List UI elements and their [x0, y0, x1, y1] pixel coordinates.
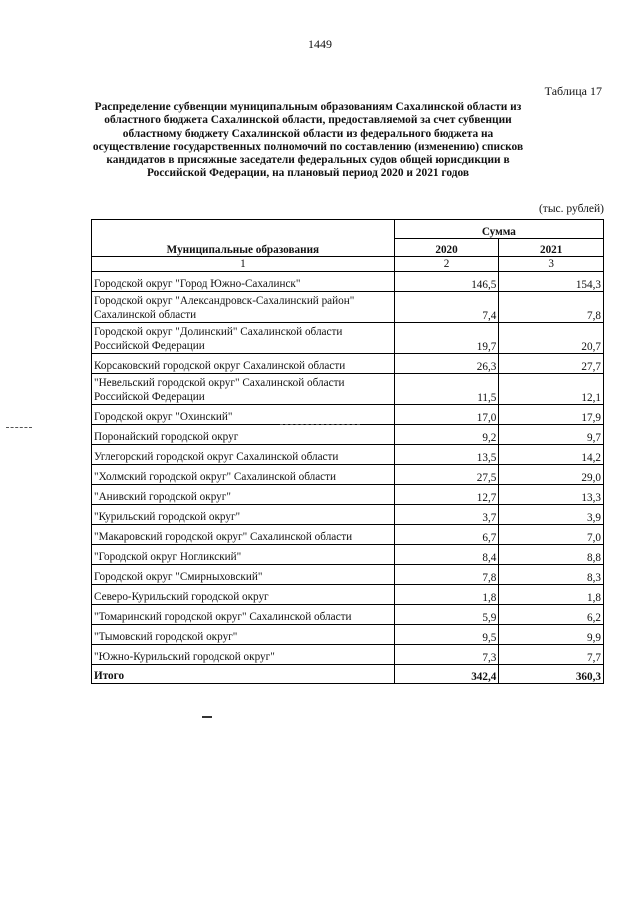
unit-note: (тыс. рублей) — [538, 203, 604, 215]
table-row — [92, 485, 604, 505]
column-number-1: 1 — [92, 257, 395, 272]
table-row — [92, 425, 604, 445]
value-2020: 11,5 — [394, 374, 499, 405]
total-label: Итого — [92, 665, 395, 684]
table-row — [92, 374, 604, 405]
value-2020: 7,4 — [394, 292, 499, 323]
value-2021: 8,3 — [499, 565, 604, 585]
municipality-name: Городской округ "Долинский" Сахалинской области Российской Федерации — [92, 323, 395, 354]
value-2021: 9,9 — [499, 625, 604, 645]
municipality-name: "Курильский городской округ" — [92, 505, 395, 525]
municipality-name: "Томаринский городской округ" Сахалинской области — [92, 605, 395, 625]
total-2020: 342,4 — [394, 665, 499, 684]
total-row — [92, 665, 604, 684]
table-row — [92, 545, 604, 565]
municipality-name: "Тымовский городской округ" — [92, 625, 395, 645]
value-2021: 29,0 — [499, 465, 604, 485]
header-municipality: Муниципальные образования — [92, 220, 395, 257]
value-2021: 7,7 — [499, 645, 604, 665]
value-2020: 17,0 — [394, 405, 499, 425]
table-row — [92, 323, 604, 354]
table-row — [92, 465, 604, 485]
value-2020: 12,7 — [394, 485, 499, 505]
table-row — [92, 585, 604, 605]
header-year-2020: 2020 — [394, 239, 499, 257]
municipality-name: "Анивский городской округ" — [92, 485, 395, 505]
table-row — [92, 405, 604, 425]
value-2021: 8,8 — [499, 545, 604, 565]
column-number-3: 3 — [499, 257, 604, 272]
document-title: Распределение субвенции муниципальным образованиям Сахалинской области из областного бюджета Сахалинской области, предоставляемой за счет субвенции областному бюджету Сахалинской области из федерального бюджета на осуществление государственных полномочий по составлению (изменению) списков кандидатов в присяжные заседатели федеральных судов общей юрисдикции в Российской Федерации, на плановый период 2020 и 2021 годов — [92, 101, 524, 180]
value-2020: 3,7 — [394, 505, 499, 525]
value-2020: 9,2 — [394, 425, 499, 445]
value-2021: 3,9 — [499, 505, 604, 525]
value-2020: 6,7 — [394, 525, 499, 545]
value-2020: 1,8 — [394, 585, 499, 605]
value-2020: 19,7 — [394, 323, 499, 354]
total-2021: 360,3 — [499, 665, 604, 684]
municipality-name: Поронайский городской округ — [92, 425, 395, 445]
value-2021: 6,2 — [499, 605, 604, 625]
value-2021: 7,0 — [499, 525, 604, 545]
municipality-name: "Макаровский городской округ" Сахалинской области — [92, 525, 395, 545]
municipality-name: Корсаковский городской округ Сахалинской области — [92, 354, 395, 374]
table-row — [92, 292, 604, 323]
subvention-table — [91, 219, 604, 684]
value-2021: 1,8 — [499, 585, 604, 605]
municipality-name: "Городской округ Ногликский" — [92, 545, 395, 565]
header-year-2021: 2021 — [499, 239, 604, 257]
municipality-name: Углегорский городской округ Сахалинской области — [92, 445, 395, 465]
municipality-name: "Холмский городской округ" Сахалинской области — [92, 465, 395, 485]
municipality-name: "Южно-Курильский городской округ" — [92, 645, 395, 665]
scan-speck — [202, 716, 212, 718]
table-row — [92, 354, 604, 374]
table-row — [92, 525, 604, 545]
value-2020: 146,5 — [394, 272, 499, 292]
table-row — [92, 445, 604, 465]
header-sum: Сумма — [394, 220, 603, 239]
value-2021: 20,7 — [499, 323, 604, 354]
table-row — [92, 505, 604, 525]
value-2021: 14,2 — [499, 445, 604, 465]
value-2021: 12,1 — [499, 374, 604, 405]
value-2020: 13,5 — [394, 445, 499, 465]
value-2020: 8,4 — [394, 545, 499, 565]
value-2020: 27,5 — [394, 465, 499, 485]
table-row — [92, 272, 604, 292]
municipality-name: Северо-Курильский городской округ — [92, 585, 395, 605]
value-2021: 27,7 — [499, 354, 604, 374]
value-2021: 13,3 — [499, 485, 604, 505]
value-2021: 7,8 — [499, 292, 604, 323]
table-row — [92, 565, 604, 585]
value-2020: 26,3 — [394, 354, 499, 374]
municipality-name: Городской округ "Город Южно-Сахалинск" — [92, 272, 395, 292]
table-row — [92, 605, 604, 625]
column-number-2: 2 — [394, 257, 499, 272]
scan-mark-left — [6, 427, 32, 428]
table-row — [92, 625, 604, 645]
municipality-name: Городской округ "Охинский" — [92, 405, 395, 425]
value-2020: 7,3 — [394, 645, 499, 665]
municipality-name: Городской округ "Александровск-Сахалинский район" Сахалинской области — [92, 292, 395, 323]
page-number: 1449 — [308, 37, 332, 51]
value-2020: 5,9 — [394, 605, 499, 625]
table-row — [92, 645, 604, 665]
value-2021: 17,9 — [499, 405, 604, 425]
table-label: Таблица 17 — [544, 84, 602, 98]
municipality-name: Городской округ "Смирныховский" — [92, 565, 395, 585]
value-2021: 154,3 — [499, 272, 604, 292]
value-2020: 9,5 — [394, 625, 499, 645]
value-2020: 7,8 — [394, 565, 499, 585]
municipality-name: "Невельский городской округ" Сахалинской области Российской Федерации — [92, 374, 395, 405]
scan-mark-middle — [280, 424, 360, 425]
value-2021: 9,7 — [499, 425, 604, 445]
